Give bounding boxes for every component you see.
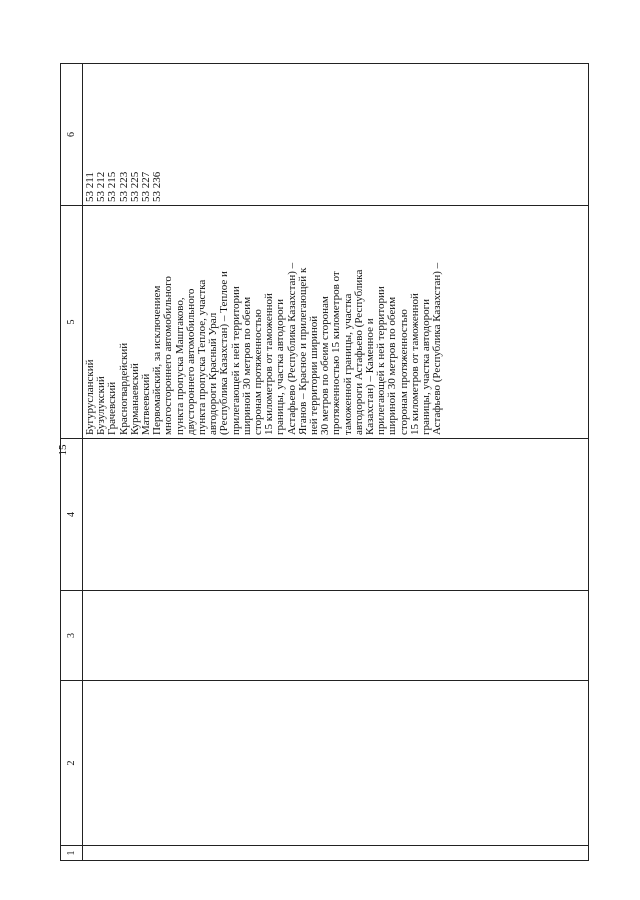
cell-col-6: [83, 64, 589, 206]
col-header-1: 1: [61, 846, 83, 861]
municipality-line: сторонам протяженностью: [397, 309, 410, 435]
municipality-line: 30 метров по обеим сторонам: [319, 296, 332, 435]
municipality-line: Курманаевский: [128, 363, 141, 435]
data-table: [60, 63, 589, 861]
municipality-line: границы, участка автодороги: [274, 298, 287, 435]
municipality-line: прилегающей к ней территории: [375, 286, 388, 435]
col-header-6: 6: [61, 64, 83, 206]
table-row: [83, 64, 589, 861]
municipality-line: Яганов – Красное и прилегающей к: [296, 267, 309, 435]
municipality-line: границы, участка автодороги: [420, 298, 433, 435]
code-list: [83, 64, 165, 205]
municipality-line: Казахстан) – Каменное и: [364, 318, 377, 435]
municipality-line: шириной 30 метров по обеим: [240, 296, 253, 435]
municipality-line: Матвеевский: [140, 373, 153, 435]
cell-col-3: [83, 591, 589, 681]
municipality-line: таможенной границы, участка: [341, 293, 354, 435]
municipality-line: Астафьево (Республика Казахстан) –: [285, 262, 298, 435]
municipality-line: автодороги Астафьево (Республика: [352, 269, 365, 435]
cell-col-4: [83, 439, 589, 591]
municipality-line: сторонам протяженностью: [252, 309, 265, 435]
col-header-3: 3: [61, 591, 83, 681]
municipality-line: многостороннего автомобильного: [162, 276, 175, 435]
municipality-line: (Республика Казахстан) – Теплое и: [218, 271, 231, 435]
municipality-line: Первомайский, за исключением: [151, 285, 164, 435]
municipality-line: Бугурусланский: [84, 359, 96, 435]
municipality-line: Бузулукский: [95, 376, 108, 435]
oktmo-code: 53 227: [140, 171, 153, 202]
oktmo-code: 53 223: [117, 171, 130, 202]
municipality-line: Красногвардейский: [117, 342, 130, 435]
municipality-line: двустороннего автомобильного: [184, 288, 197, 435]
header-row: [61, 64, 83, 861]
municipality-line: ней территории шириной: [308, 315, 321, 435]
municipality-line: Астафьево (Республика Казахстан) –: [431, 262, 444, 435]
cell-col-1: [83, 846, 589, 861]
municipality-line: Грачевский: [106, 381, 119, 435]
cell-col-2: [83, 681, 589, 846]
municipality-line: прилегающей к ней территории: [229, 286, 242, 435]
municipality-list: [83, 206, 446, 438]
oktmo-code: 53 212: [95, 171, 108, 202]
municipality-line: пункта пропуска Маштаково,: [173, 297, 186, 435]
table-sheet: [60, 64, 587, 861]
col-header-2: 2: [61, 681, 83, 846]
oktmo-code: 53 225: [128, 171, 141, 202]
page-number: 15: [57, 444, 69, 456]
municipality-line: шириной 30 метров по обеим: [386, 296, 399, 435]
municipality-line: пункта пропуска Теплое, участка: [196, 279, 209, 435]
municipality-line: автодороги Красный Урал: [207, 312, 220, 435]
oktmo-code: 53 236: [151, 171, 164, 202]
oktmo-code: 53 211: [84, 172, 96, 202]
cell-col-5: [83, 206, 589, 439]
municipality-line: протяженностью 15 километров от: [330, 271, 343, 435]
municipality-line: 15 километров от таможенной: [408, 293, 421, 435]
oktmo-code: 53 215: [106, 171, 119, 202]
col-header-5: 5: [61, 206, 83, 439]
col-header-4: 4: [61, 439, 83, 591]
municipality-line: 15 километров от таможенной: [263, 293, 276, 435]
